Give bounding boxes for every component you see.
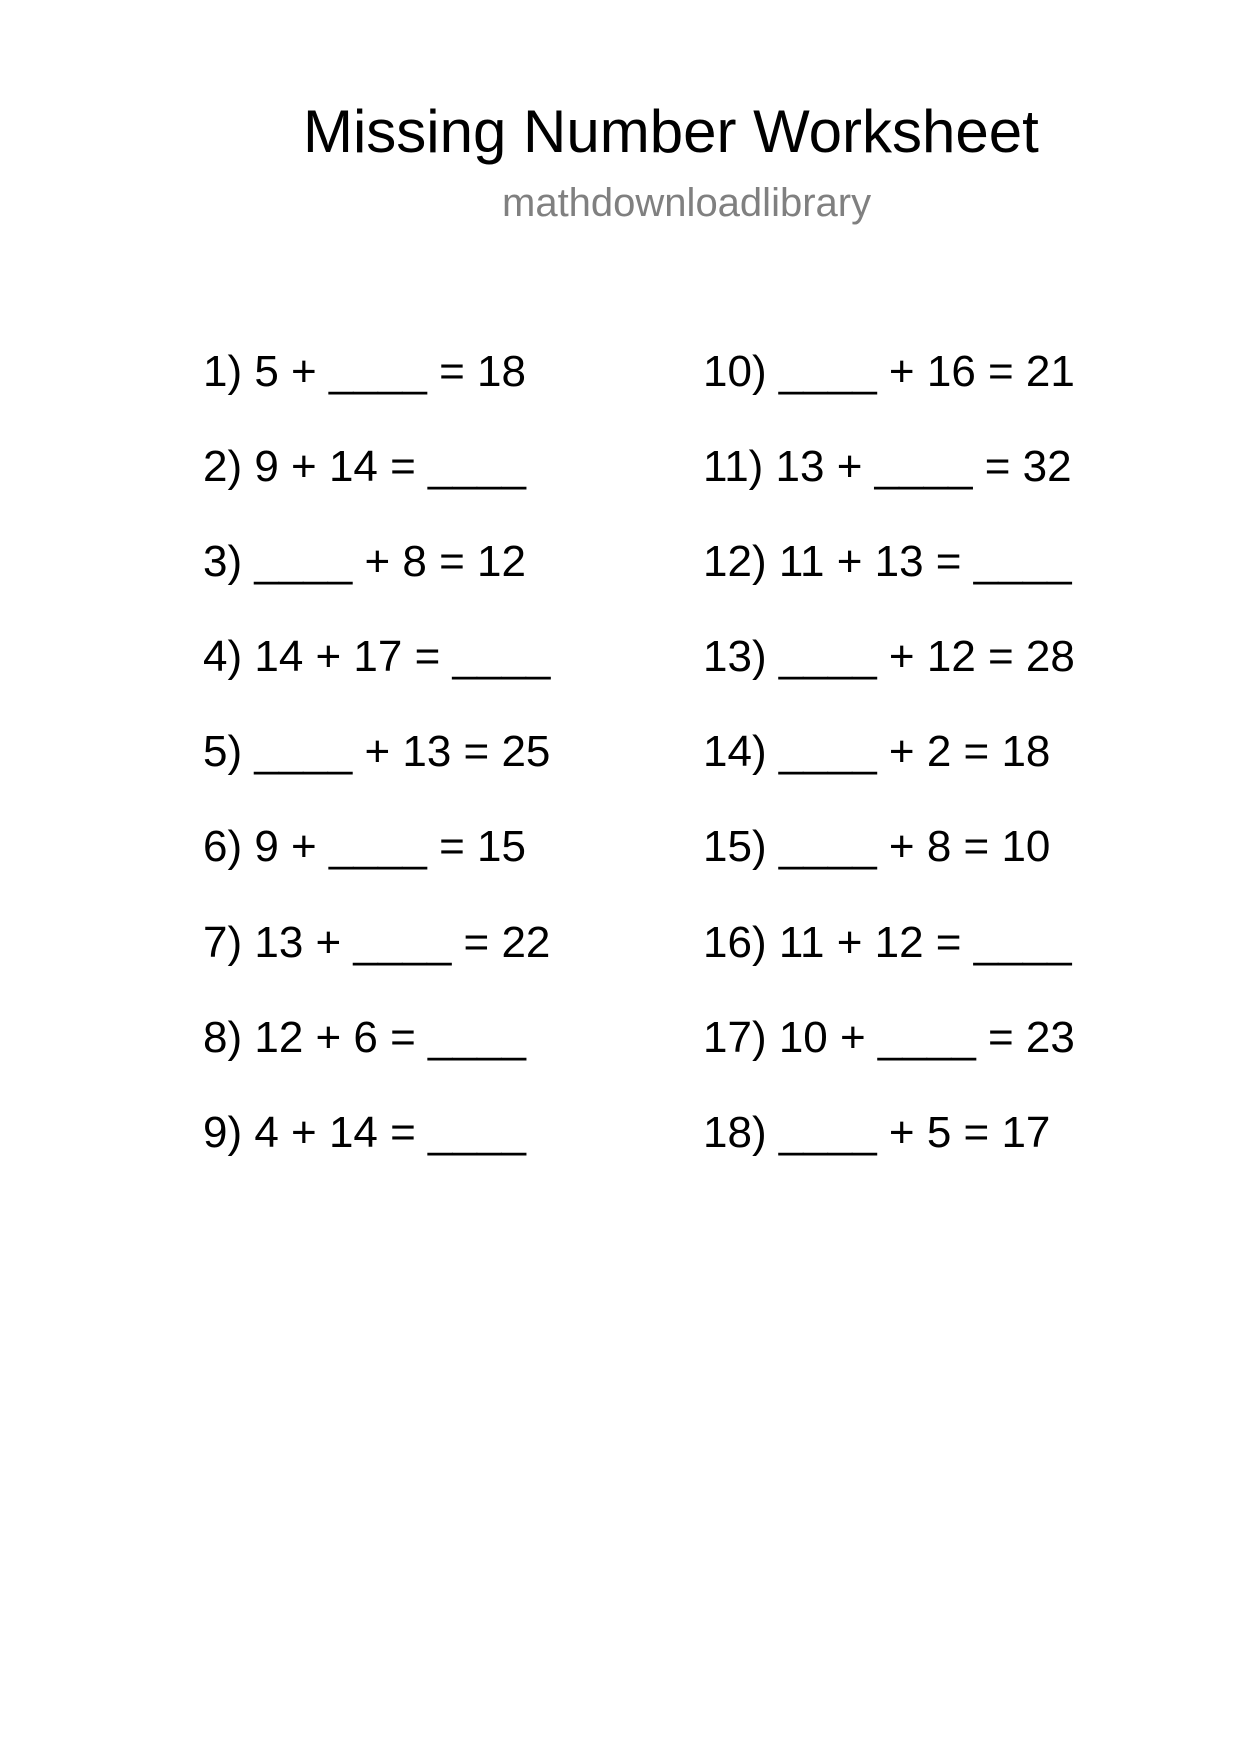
problem-13: 13) ____ + 12 = 28 bbox=[703, 632, 1075, 682]
page-title: Missing Number Worksheet bbox=[303, 98, 1039, 165]
problem-6: 6) 9 + ____ = 15 bbox=[203, 822, 526, 872]
problem-12: 12) 11 + 13 = ____ bbox=[703, 537, 1072, 587]
problem-18: 18) ____ + 5 = 17 bbox=[703, 1107, 1051, 1157]
problem-4: 4) 14 + 17 = ____ bbox=[203, 632, 551, 682]
problem-17: 17) 10 + ____ = 23 bbox=[703, 1012, 1075, 1062]
problem-11: 11) 13 + ____ = 32 bbox=[703, 442, 1072, 492]
problem-16: 16) 11 + 12 = ____ bbox=[703, 917, 1072, 967]
problem-2: 2) 9 + 14 = ____ bbox=[203, 442, 526, 492]
problem-14: 14) ____ + 2 = 18 bbox=[703, 727, 1051, 777]
problem-5: 5) ____ + 13 = 25 bbox=[203, 727, 551, 777]
problems-right-column bbox=[703, 346, 1075, 1202]
problem-7: 7) 13 + ____ = 22 bbox=[203, 917, 551, 967]
problem-8: 8) 12 + 6 = ____ bbox=[203, 1012, 526, 1062]
problem-3: 3) ____ + 8 = 12 bbox=[203, 537, 526, 587]
problem-10: 10) ____ + 16 = 21 bbox=[703, 347, 1075, 396]
problems-left-column bbox=[203, 346, 550, 1202]
problem-9: 9) 4 + 14 = ____ bbox=[203, 1107, 526, 1157]
page-subtitle: mathdownloadlibrary bbox=[502, 181, 872, 225]
problem-1: 1) 5 + ____ = 18 bbox=[203, 347, 526, 396]
problem-15: 15) ____ + 8 = 10 bbox=[703, 822, 1051, 872]
